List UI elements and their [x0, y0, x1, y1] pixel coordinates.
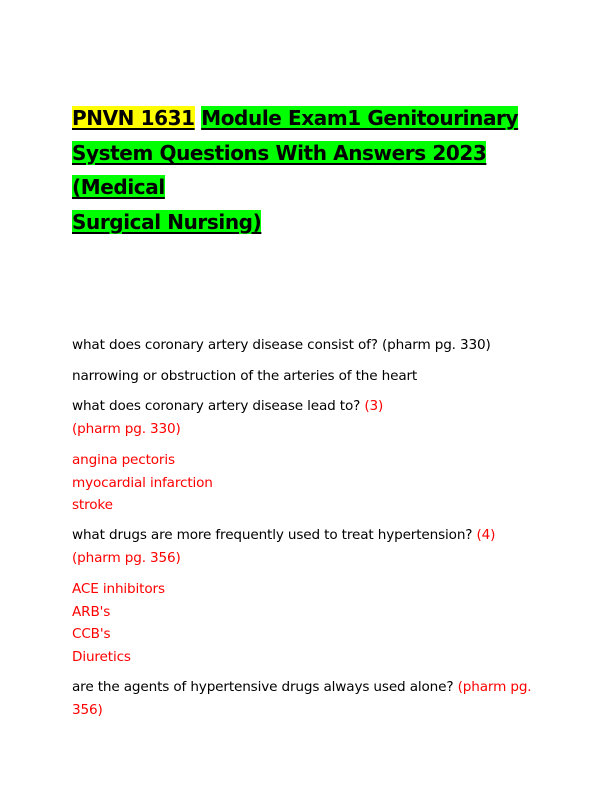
question-2	[72, 395, 383, 440]
question-4	[72, 676, 531, 721]
title-text-line1: Module Exam1 Genitourinary	[201, 106, 519, 130]
answer-1-text: narrowing or obstruction of the arteries of the heart	[72, 368, 418, 384]
question-3-count: (4)	[476, 527, 496, 543]
answer-2-item: myocardial infarction	[72, 474, 213, 491]
question-4-ref-part2: 356)	[72, 701, 103, 718]
answer-2	[72, 449, 213, 517]
question-4-ref-part1: (pharm pg.	[457, 679, 532, 695]
course-code: PNVN 1631	[72, 106, 195, 130]
question-2-ref: (pharm pg. 330)	[72, 420, 181, 437]
question-3-ref: (pharm pg. 356)	[72, 549, 181, 566]
document-title	[72, 101, 552, 239]
answer-1	[72, 365, 417, 388]
answer-3	[72, 578, 165, 668]
answer-3-item: ARB's	[72, 603, 111, 620]
question-2-text: what does coronary artery disease lead to?	[72, 398, 361, 414]
answer-3-item: CCB's	[72, 626, 111, 642]
title-text-line3: Surgical Nursing)	[72, 209, 262, 234]
answer-3-item: Diuretics	[72, 648, 131, 665]
answer-2-item: stroke	[72, 497, 113, 513]
answer-2-item: angina pectoris	[72, 452, 175, 468]
answer-3-item: ACE inhibitors	[72, 581, 165, 597]
question-1	[72, 334, 491, 357]
question-3	[72, 524, 495, 569]
question-2-count: (3)	[364, 398, 384, 414]
question-1-text: what does coronary artery disease consist of? (pharm pg. 330)	[72, 337, 491, 353]
title-text-line2: System Questions With Answers 2023 (Medical	[72, 140, 487, 199]
question-4-text: are the agents of hypertensive drugs always used alone?	[72, 679, 454, 695]
question-3-text: what drugs are more frequently used to treat hypertension?	[72, 527, 473, 543]
